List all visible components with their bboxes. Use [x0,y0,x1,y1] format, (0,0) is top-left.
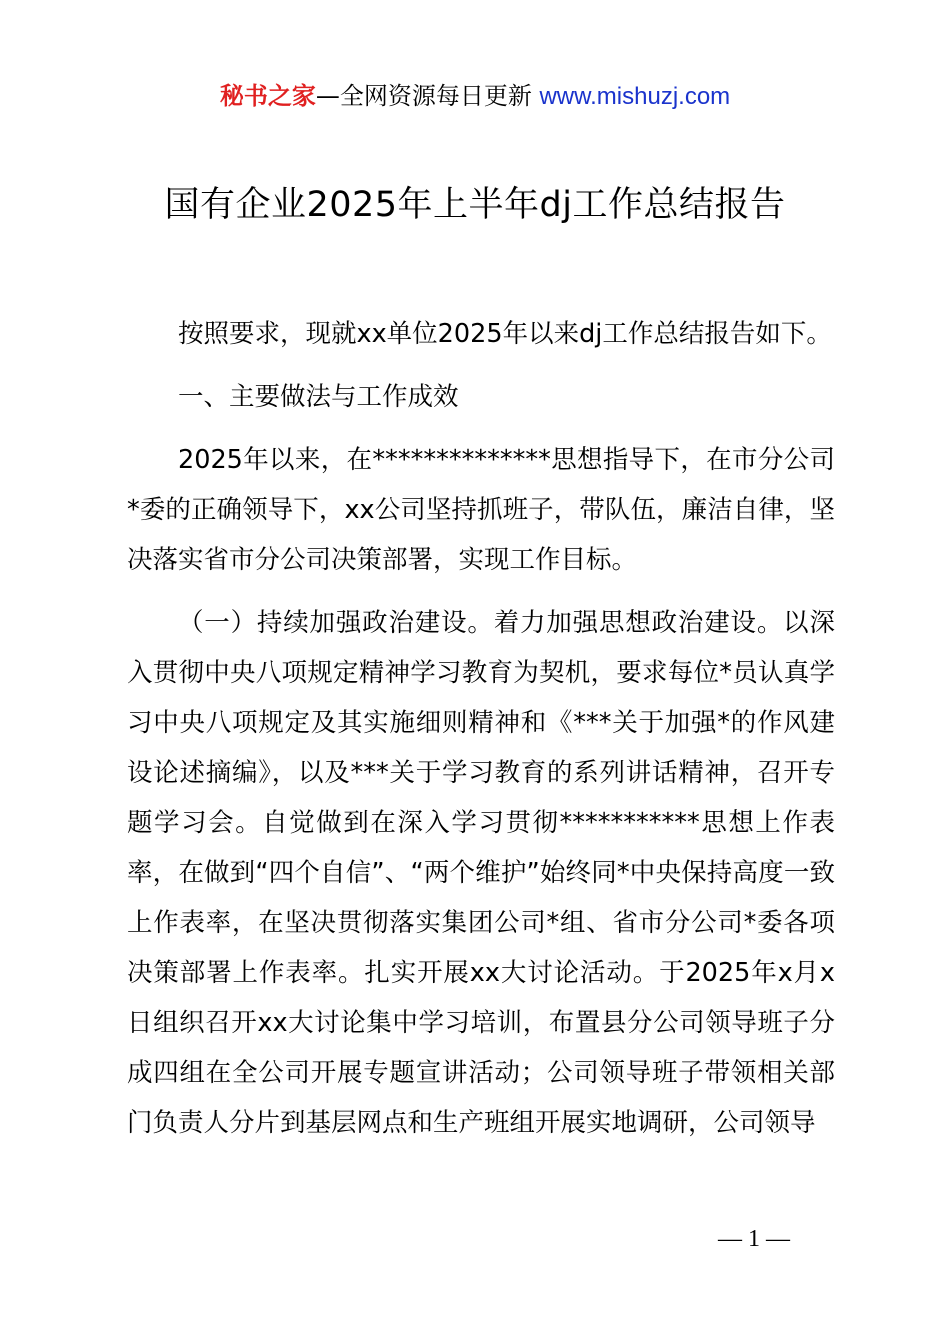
site-url-link[interactable]: www.mishuzj.com [539,83,731,110]
site-banner [0,80,950,113]
banner-tagline: —全网资源每日更新 [315,82,540,110]
document-title: 国有企业2025年上半年dj工作总结报告 [164,185,786,225]
body-paragraph: （一）持续加强政治建设。着力加强思想政治建设。以深入贯彻中央八项规定精神学习教育为契机，要求每位*员认真学习中央八项规定及其实施细则精神和《***关于加强*的作风建设论述摘编》，以及***关于学习教育的系列讲话精神，召开专题学习会。自觉做到在深入学习贯彻***********思想上作表率，在做到“四个自信”、“两个维护”始终同*中央保持高度一致上作表率，在坚决贯彻落实集团公司*组、省市分公司*委各项决策部署上作表率。扎实开展xx大讨论活动。于2025年x月x日组织召开xx大讨论集中学习培训，布置县分公司领导班子分成四组在全公司开展专题宣讲活动；公司领导班子带领相关部门负责人分片到基层网点和生产班组开展实地调研，公司领导 [127,608,835,1138]
body-paragraph: 2025年以来，在**************思想指导下，在市分公司*委的正确领导下，xx公司坚持抓班子，带队伍，廉洁自律，坚决落实省市分公司决策部署，实现工作目标。 [127,445,835,575]
brand-name: 秘书之家 [219,82,316,110]
intro-paragraph: 按照要求，现就xx单位2025年以来dj工作总结报告如下。 [178,319,832,349]
page-number: — 1 — [718,1226,790,1252]
section-heading: 一、主要做法与工作成效 [178,382,459,412]
document-body [127,309,835,1148]
